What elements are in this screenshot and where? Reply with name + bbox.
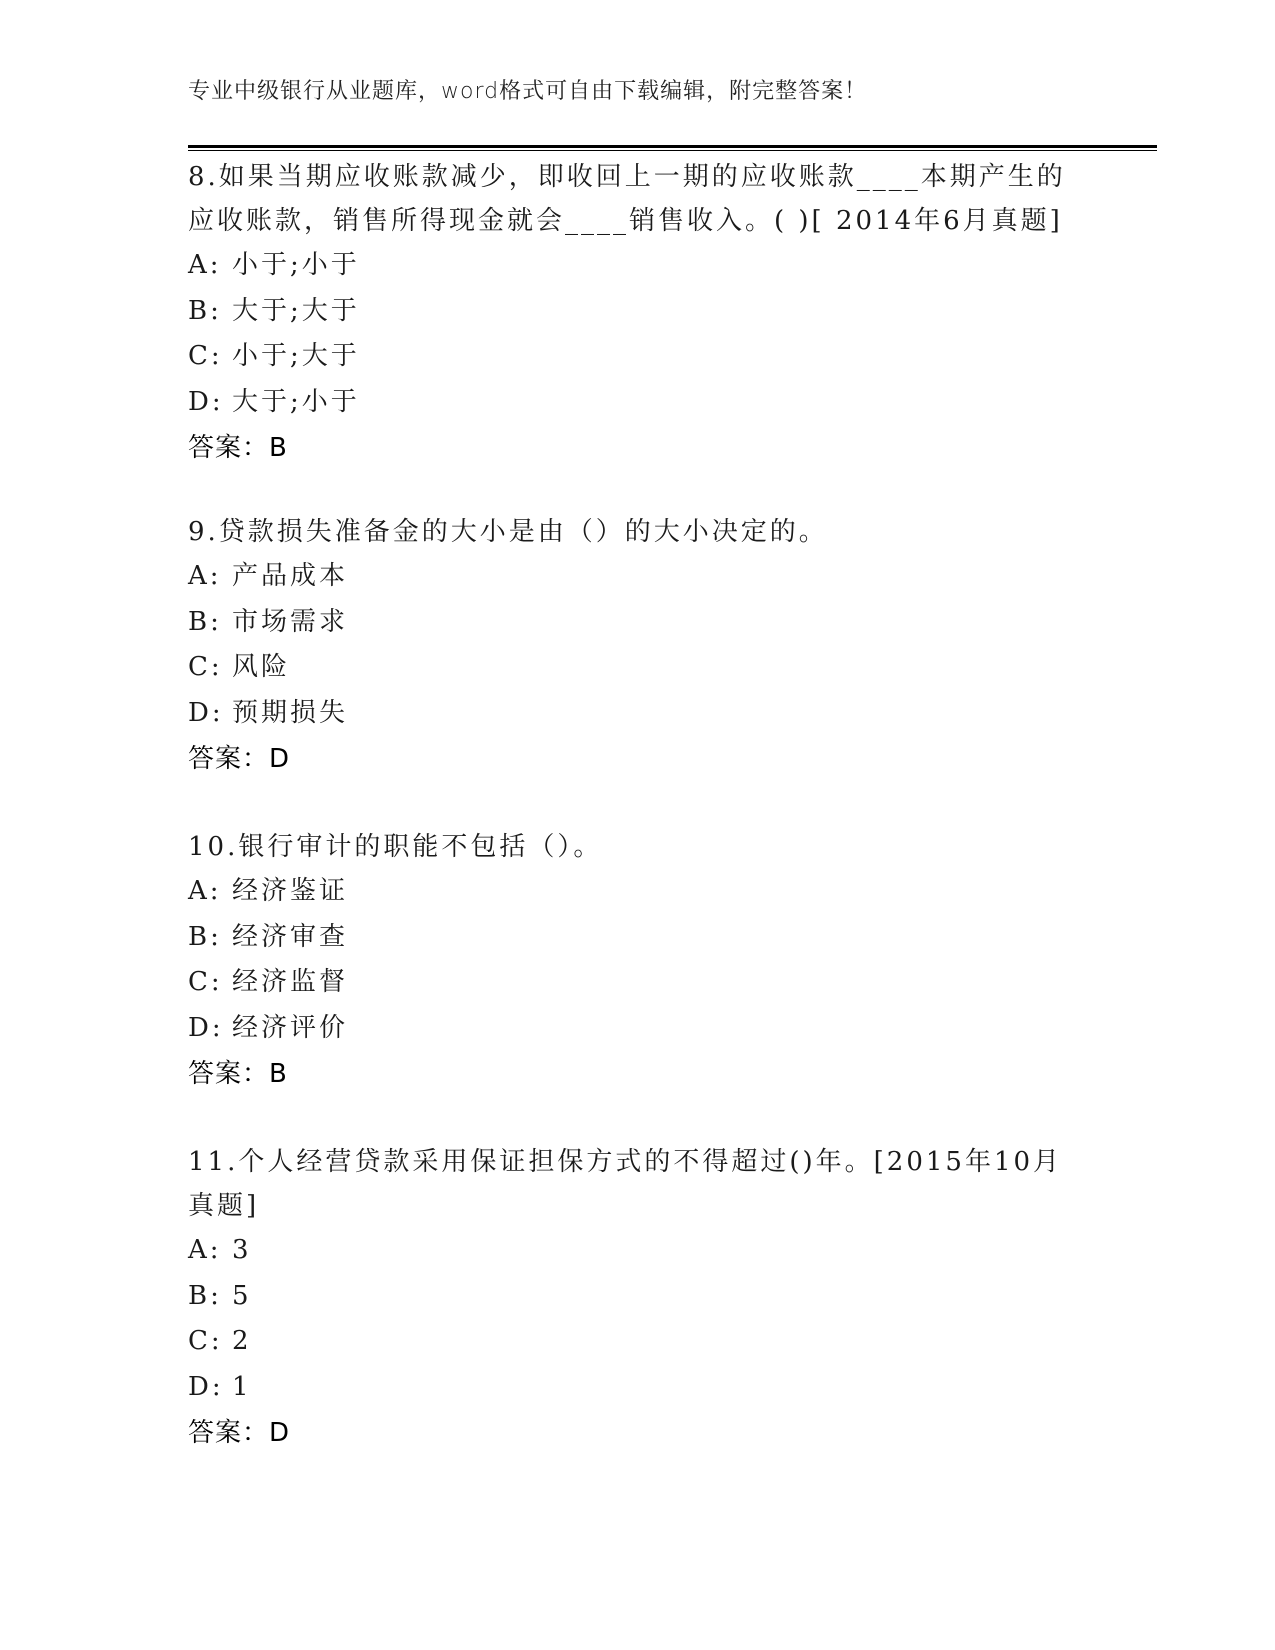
option-d: D: 大于;小于: [188, 386, 360, 417]
option-d: D: 1: [188, 1371, 252, 1402]
question-10: [188, 825, 1088, 1097]
option-a: A: 产品成本: [188, 561, 349, 591]
answer-line: 答案：D: [188, 744, 291, 774]
option-b: B: 市场需求: [188, 606, 349, 637]
header-divider-thick: [188, 145, 1157, 148]
option-a: A: 经济鉴证: [188, 876, 349, 906]
option-b: B: 5: [188, 1280, 252, 1311]
option-a: A: 3: [188, 1235, 252, 1265]
option-a: A: 小于;小于: [188, 250, 360, 280]
question-stem: 8.如果当期应收账款减少，即收回上一期的应收账款____本期产生的应收账款，销售所得现金就会____销售收入。( )[ 2014年6月真题]: [188, 162, 1066, 236]
option-d: D: 预期损失: [188, 697, 349, 728]
answer-line: 答案：B: [188, 433, 288, 463]
option-b: B: 大于;大于: [188, 295, 360, 326]
header-divider-thin: [188, 150, 1157, 151]
option-b: B: 经济审查: [188, 921, 349, 952]
option-c: C: 2: [188, 1326, 252, 1356]
question-stem: 9.贷款损失准备金的大小是由（）的大小决定的。: [188, 517, 828, 547]
option-c: C: 经济监督: [188, 967, 349, 997]
option-d: D: 经济评价: [188, 1012, 349, 1043]
page-header: 专业中级银行从业题库，word格式可自由下载编辑，附完整答案！: [188, 79, 868, 104]
answer-line: 答案：D: [188, 1418, 291, 1448]
question-9: [188, 510, 1088, 782]
question-stem: 10.银行审计的职能不包括（）。: [188, 832, 603, 862]
option-c: C: 风险: [188, 652, 291, 682]
question-stem: 11.个人经营贷款采用保证担保方式的不得超过()年。[2015年10月真题]: [188, 1147, 1063, 1221]
option-c: C: 小于;大于: [188, 341, 360, 371]
question-11: [188, 1140, 1088, 1456]
question-8: [188, 155, 1088, 471]
answer-line: 答案：B: [188, 1059, 288, 1089]
